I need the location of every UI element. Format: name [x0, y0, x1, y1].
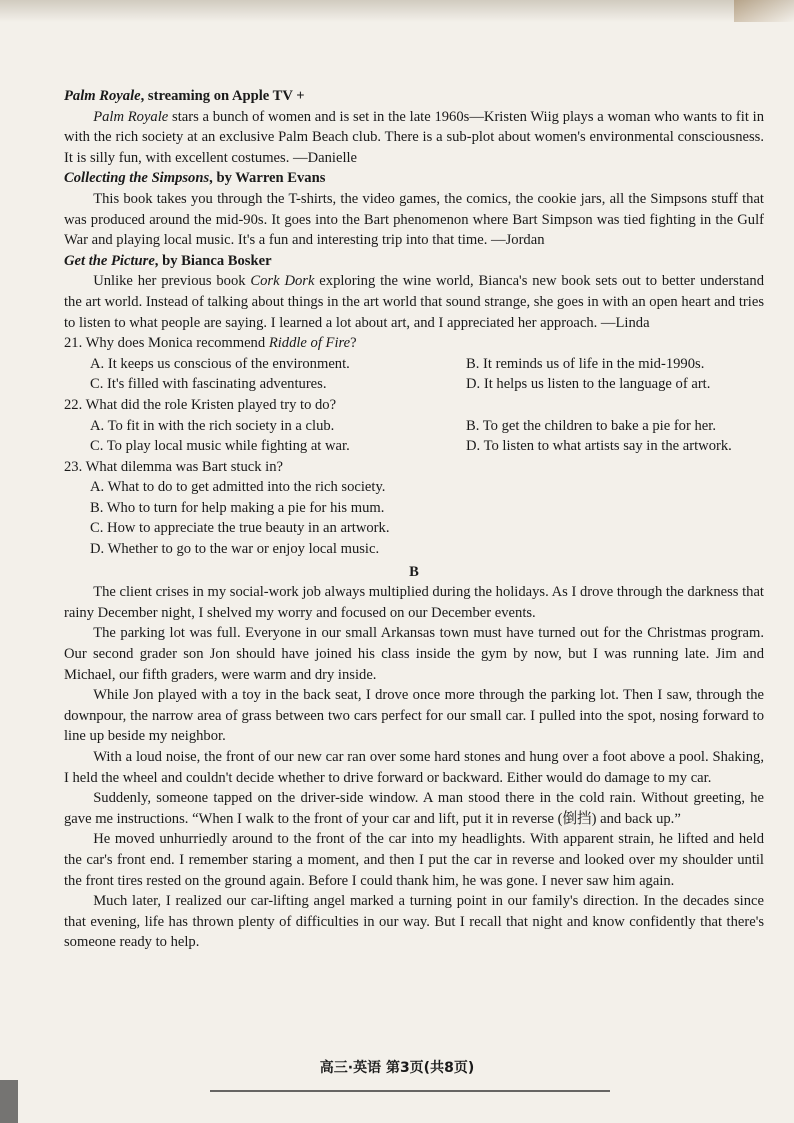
option-a: A. It keeps us conscious of the environment. — [90, 355, 350, 372]
option-c: C. To play local music while fighting at war. — [90, 438, 350, 455]
passage-paragraph: The client crises in my social-work job always multiplied during the holidays. As I drove through the darkness that rainy December night, I shelved my worry and focused on our December events. — [64, 584, 764, 621]
page-content — [64, 86, 764, 953]
option-a: A. To fit in with the rich society in a club. — [90, 417, 335, 434]
scan-corner-shadow — [734, 0, 794, 22]
option-list — [90, 416, 764, 457]
passage-paragraph: With a loud noise, the front of our new car ran over some hard stones and hung over a foot above a pool. Shaking, I held the wheel and couldn't decide whether to drive forward or backward. Either would do damage to my car. — [64, 749, 764, 786]
passage-paragraph: He moved unhurriedly around to the front of the car into my headlights. With apparent strain, he lifted and held the car's front end. I remember staring a moment, and then I put the car in reverse and looked over my shoulder until the front tires rested on the ground again. Before I could thank him, he was gone. I never saw him again. — [64, 831, 764, 889]
option-b: B. Who to turn for help making a pie for his mum. — [90, 499, 385, 516]
review-body: Unlike her previous book Cork Dork exploring the wine world, Bianca's new book sets out to better understand the art world. Instead of talking about things in the art world that sound strange, she goes in with an open heart and tries to listen to what people are saying. I learned a lot about art, and I appreciated her approach. —Linda — [64, 273, 764, 331]
section-label: B — [409, 563, 419, 580]
question-stem: 23. What dilemma was Bart stuck in? — [64, 458, 283, 475]
review-heading: Get the Picture, by Bianca Bosker — [64, 252, 272, 269]
passage-paragraph: While Jon played with a toy in the back seat, I drove once more through the parking lot. Then I saw, through the downpour, the narrow area of grass between two cars perfect for our small car. I pulled into the spot, nosing forward to line up beside my neighbor. — [64, 687, 764, 745]
passage-paragraph: Suddenly, someone tapped on the driver-side window. A man stood there in the cold rain. Without greeting, he gave me instructions. “When I walk to the front of your car and lift, put it in reverse (倒挡) and back up.” — [64, 790, 764, 827]
review-body: This book takes you through the T-shirts, the video games, the comics, the cookie jars, all the Simpsons stuff that was produced around the mid-90s. It goes into the Bart phenomenon where Bart Simpson was tied fighting in the Gulf War and playing local music. It's a fun and interesting trip into that time. —Jordan — [64, 190, 764, 249]
question-stem: 22. What did the role Kristen played try to do? — [64, 396, 337, 413]
scan-edge-shadow — [0, 0, 794, 22]
review-heading: Palm Royale, streaming on Apple TV + — [64, 88, 305, 104]
option-a: A. What to do to get admitted into the rich society. — [90, 479, 386, 496]
scan-corner-shadow-bottom — [0, 1080, 18, 1123]
option-list — [90, 477, 764, 559]
passage-paragraph: The parking lot was full. Everyone in our small Arkansas town must have turned out for the Christmas program. Our second grader son Jon should have joined his class inside the gym by now, but I was running late. Jim and Michael, our fifth graders, were warm and dry inside. — [64, 625, 764, 683]
review-body: Palm Royale stars a bunch of women and is set in the late 1960s—Kristen Wiig plays a woman who wants to fit in with the rich society at an exclusive Palm Beach club. There is a sub-plot about women's environmental consciousness. It is silly fun, with excellent costumes. —Danielle — [64, 108, 764, 166]
review-heading: Collecting the Simpsons, by Warren Evans — [64, 170, 326, 187]
option-d: D. It helps us listen to the language of art. — [466, 376, 711, 393]
option-d: D. Whether to go to the war or enjoy local music. — [90, 541, 380, 558]
passage-paragraph: Much later, I realized our car-lifting angel marked a turning point in our family's direction. In the decades since that evening, life has thrown plenty of difficulties in our way. But I recall that night and know confidently that there's someone ready to help. — [64, 893, 764, 951]
option-c: C. How to appreciate the true beauty in an artwork. — [90, 520, 390, 537]
option-d: D. To listen to what artists say in the artwork. — [466, 438, 732, 455]
question-stem: 21. Why does Monica recommend Riddle of Fire? — [64, 335, 357, 352]
scan-bottom-line — [210, 1090, 610, 1092]
option-b: B. To get the children to bake a pie for her. — [466, 417, 716, 434]
page-footer: 高三·英语 第3页(共8页) — [319, 1060, 475, 1076]
option-list — [90, 354, 764, 395]
option-b: B. It reminds us of life in the mid-1990s. — [466, 355, 705, 372]
option-c: C. It's filled with fascinating adventures. — [90, 376, 327, 393]
